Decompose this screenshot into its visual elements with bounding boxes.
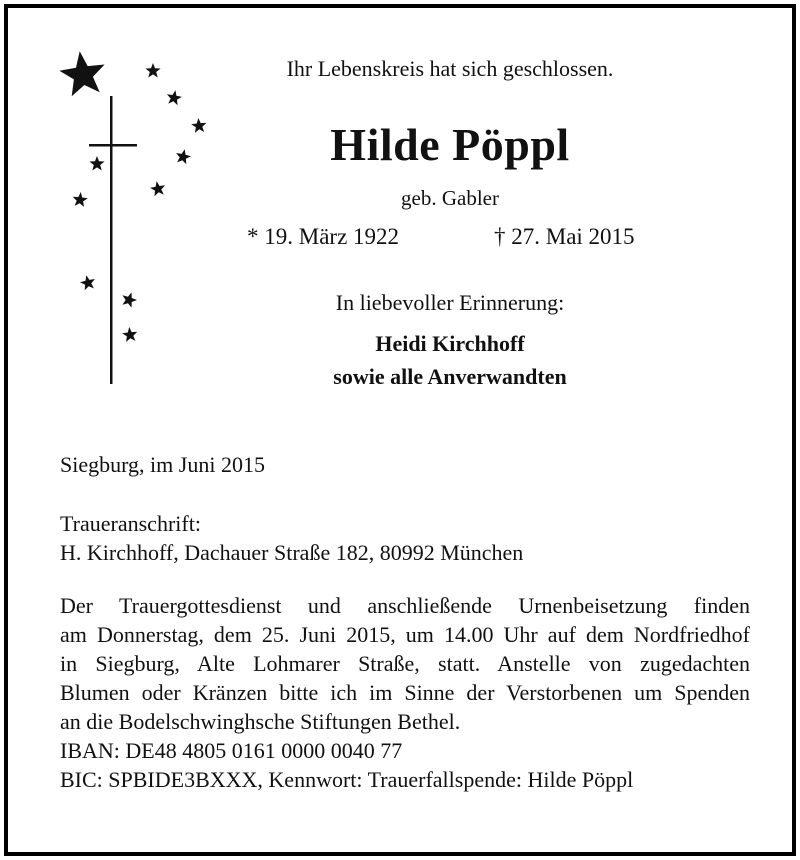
star-icon <box>123 292 138 307</box>
star-icon <box>191 118 206 133</box>
star-icon <box>150 181 165 196</box>
iban-line: IBAN: DE48 4805 0161 0000 0040 77 <box>60 738 403 763</box>
star-icon <box>145 63 160 78</box>
star-icon <box>73 192 88 207</box>
address-text: H. Kirchhoff, Dachauer Straße 182, 80992 München <box>60 540 524 565</box>
service-line: Der Trauergottesdienst und anschließende Urnenbeisetzung finden <box>60 593 750 618</box>
star-icon <box>80 275 95 290</box>
star-icon <box>89 156 104 171</box>
star-icon <box>59 51 104 96</box>
service-info <box>60 591 750 794</box>
address-label: Traueranschrift: <box>60 511 201 536</box>
memory-line: In liebevoller Erinnerung: <box>335 290 565 315</box>
birth-date: * 19. März 1922 <box>247 224 400 249</box>
service-line: am Donnerstag, dem 25. Juni 2015, um 14.00 Uhr auf dem Nordfriedhof <box>60 622 750 647</box>
maiden-name: geb. Gabler <box>401 186 499 210</box>
service-line: in Siegburg, Alte Lohmarer Straße, statt. Anstelle von zugedachten <box>60 651 750 676</box>
mourner-relatives: sowie alle Anverwandten <box>333 364 567 389</box>
star-icon <box>122 327 137 342</box>
mourner-name: Heidi Kirchhoff <box>375 331 525 356</box>
bic-line: BIC: SPBIDE3BXXX, Kennwort: Trauerfallspende: Hilde Pöppl <box>60 767 634 792</box>
cross-icon <box>110 96 113 384</box>
star-icon <box>167 90 182 105</box>
service-line: an die Bodelschwinghsche Stiftungen Bethel. <box>60 709 461 734</box>
place-date: Siegburg, im Juni 2015 <box>60 452 265 477</box>
mourning-address <box>60 509 750 567</box>
cross-and-stars-decoration <box>0 0 240 400</box>
deceased-name: Hilde Pöppl <box>330 119 570 170</box>
service-line: Blumen oder Kränzen bitte ich im Sinne der Verstorbenen um Spenden <box>60 680 750 705</box>
death-date: † 27. Mai 2015 <box>494 224 635 249</box>
star-icon <box>176 149 191 164</box>
intro-line: Ihr Lebenskreis hat sich geschlossen. <box>286 56 614 81</box>
cross-beam <box>89 144 137 147</box>
